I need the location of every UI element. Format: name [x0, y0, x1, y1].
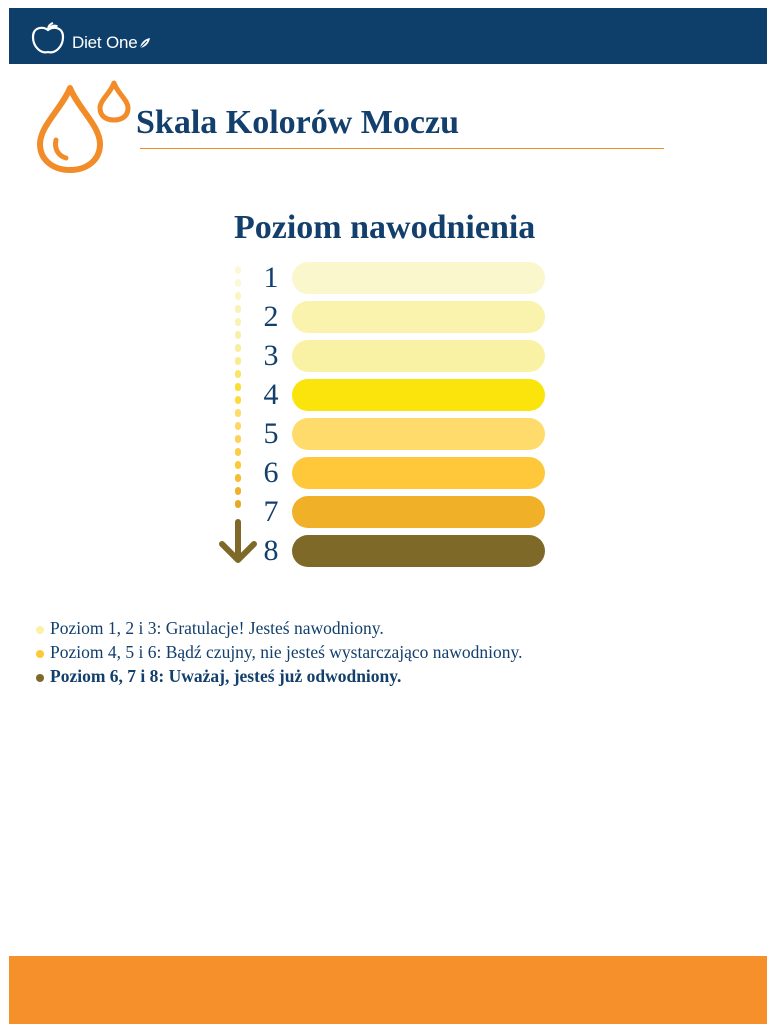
level-number: 7: [263, 495, 279, 528]
legend-item: [36, 640, 523, 664]
legend-dot: [36, 674, 44, 682]
legend-dot: [36, 650, 44, 658]
legend-text: Poziom 1, 2 i 3: Gratulacje! Jesteś nawodniony.: [50, 617, 384, 638]
level-row-7: [258, 496, 284, 528]
level-row-4: [258, 379, 284, 411]
level-color-bar: [292, 379, 545, 411]
legend: [36, 616, 523, 688]
footer-bar: [9, 956, 767, 1024]
level-row-5: [258, 418, 284, 450]
logo-text: Diet One: [72, 33, 138, 52]
level-number: 2: [263, 300, 279, 333]
level-color-bar: [292, 418, 545, 450]
scale-title: Poziom nawodnienia: [234, 209, 536, 246]
legend-item: [36, 664, 523, 688]
level-row-1: [258, 262, 284, 294]
level-number: 8: [263, 534, 279, 567]
legend-dot: [36, 626, 44, 634]
level-row-6: [258, 457, 284, 489]
level-color-bar: [292, 301, 545, 333]
level-color-bar: [292, 535, 545, 567]
level-color-bar: [292, 262, 545, 294]
arrow-down-icon: [222, 522, 254, 560]
level-color-bar: [292, 496, 545, 528]
level-number: 3: [263, 339, 279, 372]
level-color-bar: [292, 457, 545, 489]
level-row-8: [258, 535, 284, 567]
level-number: 5: [263, 417, 279, 450]
level-number: 4: [263, 378, 279, 411]
level-number: 6: [263, 456, 279, 489]
legend-item: [36, 616, 523, 640]
legend-text: Poziom 6, 7 i 8: Uważaj, jesteś już odwodniony.: [50, 665, 402, 686]
page-title: Skala Kolorów Moczu: [136, 104, 459, 141]
level-color-bar: [292, 340, 545, 372]
level-row-3: [258, 340, 284, 372]
level-number: 1: [263, 261, 279, 294]
arrow-dots: [235, 266, 241, 508]
level-row-2: [258, 301, 284, 333]
legend-text: Poziom 4, 5 i 6: Bądź czujny, nie jesteś wystarczająco nawodniony.: [50, 641, 523, 662]
